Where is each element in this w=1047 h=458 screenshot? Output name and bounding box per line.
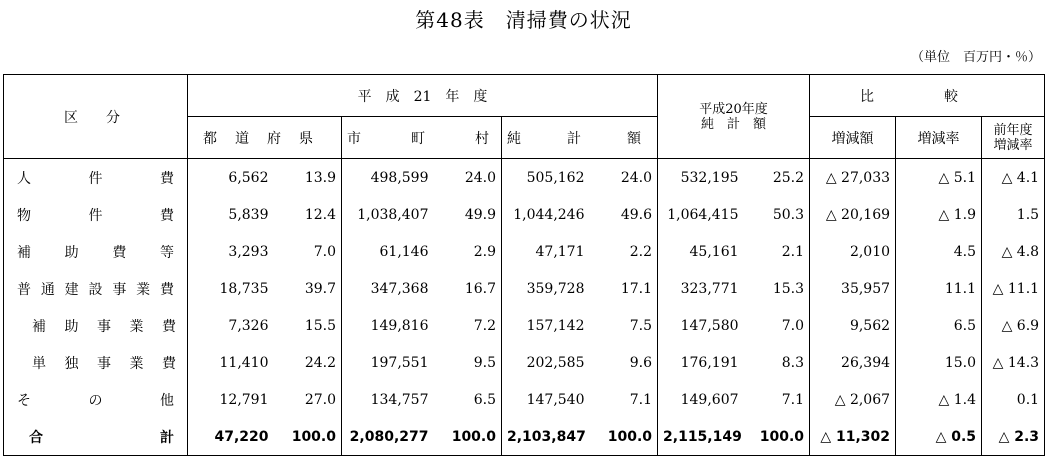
table-cell: △ 1.4 bbox=[896, 381, 982, 418]
table-body bbox=[4, 159, 1045, 456]
row-label: 単 独 事 業 費 bbox=[4, 344, 188, 381]
header-fy20-year: 平成20年度 bbox=[699, 101, 768, 117]
table-cell: 176,191 bbox=[680, 354, 739, 371]
table-cell: △ 11.1 bbox=[982, 270, 1045, 307]
table-cell: 149,816 bbox=[370, 317, 429, 334]
table-cell: 7.0 bbox=[744, 307, 810, 344]
table-cell: 13.9 bbox=[274, 159, 342, 197]
table-cell: △ 2,067 bbox=[810, 381, 896, 418]
row-label: 人 件 費 bbox=[4, 159, 188, 197]
table-cell: 157,142 bbox=[526, 317, 585, 334]
table-cell: △ 27,033 bbox=[810, 159, 896, 197]
table-cell: 47,220 bbox=[188, 418, 274, 456]
table-cell: 15.5 bbox=[274, 307, 342, 344]
table-cell: 26,394 bbox=[810, 344, 896, 381]
table-cell: △ 11,302 bbox=[810, 418, 896, 456]
table-cell: 6,562 bbox=[228, 169, 269, 186]
header-net-total-label: 純計額 bbox=[507, 130, 687, 147]
header-change-rate: 増減率 bbox=[896, 117, 982, 159]
row-label: 物 件 費 bbox=[4, 196, 188, 233]
header-municipalities-label: 市町村 bbox=[347, 130, 539, 147]
table-title: 第48表 清掃費の状況 bbox=[415, 8, 632, 32]
table-cell: 15.3 bbox=[744, 270, 810, 307]
table-cell: 27.0 bbox=[274, 381, 342, 418]
row-label: 普 通 建 設 事 業 費 bbox=[4, 270, 188, 307]
table-cell: 7,326 bbox=[228, 317, 269, 334]
table-cell: 0.1 bbox=[982, 381, 1045, 418]
table-cell: 347,368 bbox=[370, 280, 429, 297]
row-label: 補 助 事 業 費 bbox=[4, 307, 188, 344]
table-cell: 2.9 bbox=[434, 233, 502, 270]
table-cell: 12,791 bbox=[219, 391, 269, 408]
header-prev-rate bbox=[982, 117, 1045, 159]
table-cell: 17.1 bbox=[590, 270, 658, 307]
table-cell: 11.1 bbox=[896, 270, 982, 307]
table-cell: 149,607 bbox=[680, 391, 739, 408]
table-cell: 7.2 bbox=[434, 307, 502, 344]
header-prev-rate-line2: 増減率 bbox=[993, 137, 1033, 153]
table-cell: 147,580 bbox=[680, 317, 739, 334]
table-cell: △ 14.3 bbox=[982, 344, 1045, 381]
table-cell: 1,064,415 bbox=[667, 206, 739, 223]
table-cell: 9.5 bbox=[434, 344, 502, 381]
table-cell: 1,044,246 bbox=[513, 206, 585, 223]
table-row bbox=[4, 159, 1045, 197]
table-cell: 35,957 bbox=[810, 270, 896, 307]
table-cell: 100.0 bbox=[744, 418, 810, 456]
table-cell: 2.2 bbox=[590, 233, 658, 270]
header-fy20-net: 純 計 額 bbox=[701, 116, 767, 132]
table-cell: 6.5 bbox=[896, 307, 982, 344]
table-row bbox=[4, 196, 1045, 233]
table-cell: 5,839 bbox=[228, 206, 269, 223]
table-cell: 2,103,847 bbox=[502, 418, 590, 456]
table-cell: △ 4.8 bbox=[982, 233, 1045, 270]
header-prev-rate-line1: 前年度 bbox=[993, 122, 1033, 138]
table-cell: △ 2.3 bbox=[982, 418, 1045, 456]
table-cell: 9.6 bbox=[590, 344, 658, 381]
expenditure-table bbox=[3, 74, 1045, 456]
table-cell: △ 6.9 bbox=[982, 307, 1045, 344]
header-compare-label: 比 較 bbox=[860, 88, 959, 105]
table-cell: 7.1 bbox=[744, 381, 810, 418]
header-prefectures bbox=[188, 117, 342, 159]
table-cell: 2,010 bbox=[810, 233, 896, 270]
table-cell: 49.9 bbox=[434, 196, 502, 233]
header-category bbox=[4, 75, 188, 159]
table-cell: 24.2 bbox=[274, 344, 342, 381]
table-cell: 147,540 bbox=[526, 391, 585, 408]
header-prefectures-label: 都道府県 bbox=[203, 130, 331, 147]
table-cell: 47,171 bbox=[535, 243, 585, 260]
table-cell: 11,410 bbox=[219, 354, 269, 371]
header-fy21: 平 成 21 年 度 bbox=[188, 75, 658, 117]
table-cell: 100.0 bbox=[590, 418, 658, 456]
table-cell: 61,146 bbox=[379, 243, 429, 260]
table-cell: 532,195 bbox=[680, 169, 739, 186]
table-cell: 197,551 bbox=[370, 354, 429, 371]
table-cell: 6.5 bbox=[434, 381, 502, 418]
table-cell: 202,585 bbox=[526, 354, 585, 371]
table-row bbox=[4, 381, 1045, 418]
table-row bbox=[4, 307, 1045, 344]
header-net-total bbox=[502, 117, 687, 159]
row-label: そ の 他 bbox=[4, 381, 188, 418]
table-cell: 505,162 bbox=[526, 169, 585, 186]
table-cell: 16.7 bbox=[434, 270, 502, 307]
table-row bbox=[4, 418, 1045, 456]
table-cell: 498,599 bbox=[370, 169, 429, 186]
header-change-amount: 増減額 bbox=[810, 117, 896, 159]
table-cell: 1,038,407 bbox=[357, 206, 429, 223]
table-cell: 100.0 bbox=[274, 418, 342, 456]
table-cell: 359,728 bbox=[526, 280, 585, 297]
table-row bbox=[4, 233, 1045, 270]
table-cell: △ 20,169 bbox=[810, 196, 896, 233]
table-cell: 15.0 bbox=[896, 344, 982, 381]
table-cell: 134,757 bbox=[370, 391, 429, 408]
table-cell: 8.3 bbox=[744, 344, 810, 381]
table-cell: 39.7 bbox=[274, 270, 342, 307]
table-cell: 7.5 bbox=[590, 307, 658, 344]
table-row bbox=[4, 344, 1045, 381]
table-cell: 24.0 bbox=[590, 159, 658, 197]
table-row bbox=[4, 270, 1045, 307]
table-cell: 49.6 bbox=[590, 196, 658, 233]
unit-note: （単位 百万円・％） bbox=[910, 50, 1041, 65]
table-cell: △ 1.9 bbox=[896, 196, 982, 233]
table-cell: △ 0.5 bbox=[896, 418, 982, 456]
header-municipalities bbox=[342, 117, 539, 159]
table-cell: 4.5 bbox=[896, 233, 982, 270]
table-cell: 3,293 bbox=[228, 243, 269, 260]
table-cell: △ 4.1 bbox=[982, 159, 1045, 197]
table-cell: 9,562 bbox=[810, 307, 896, 344]
table-cell: 24.0 bbox=[434, 159, 502, 197]
row-label: 補 助 費 等 bbox=[4, 233, 188, 270]
table-cell: 50.3 bbox=[744, 196, 810, 233]
table-cell: 323,771 bbox=[680, 280, 739, 297]
table-cell: 2.1 bbox=[744, 233, 810, 270]
header-category-label: 区 分 bbox=[64, 109, 120, 126]
table-cell: 45,161 bbox=[689, 243, 739, 260]
table-cell: △ 5.1 bbox=[896, 159, 982, 197]
table-cell: 18,735 bbox=[219, 280, 269, 297]
table-cell: 2,115,149 bbox=[658, 418, 744, 456]
table-cell: 100.0 bbox=[434, 418, 502, 456]
row-label: 合 計 bbox=[4, 418, 188, 456]
table-cell: 25.2 bbox=[744, 159, 810, 197]
table-cell: 2,080,277 bbox=[342, 418, 434, 456]
table-cell: 7.1 bbox=[590, 381, 658, 418]
table-cell: 1.5 bbox=[982, 196, 1045, 233]
header-compare bbox=[810, 75, 1045, 117]
table-cell: 7.0 bbox=[274, 233, 342, 270]
table-cell: 12.4 bbox=[274, 196, 342, 233]
